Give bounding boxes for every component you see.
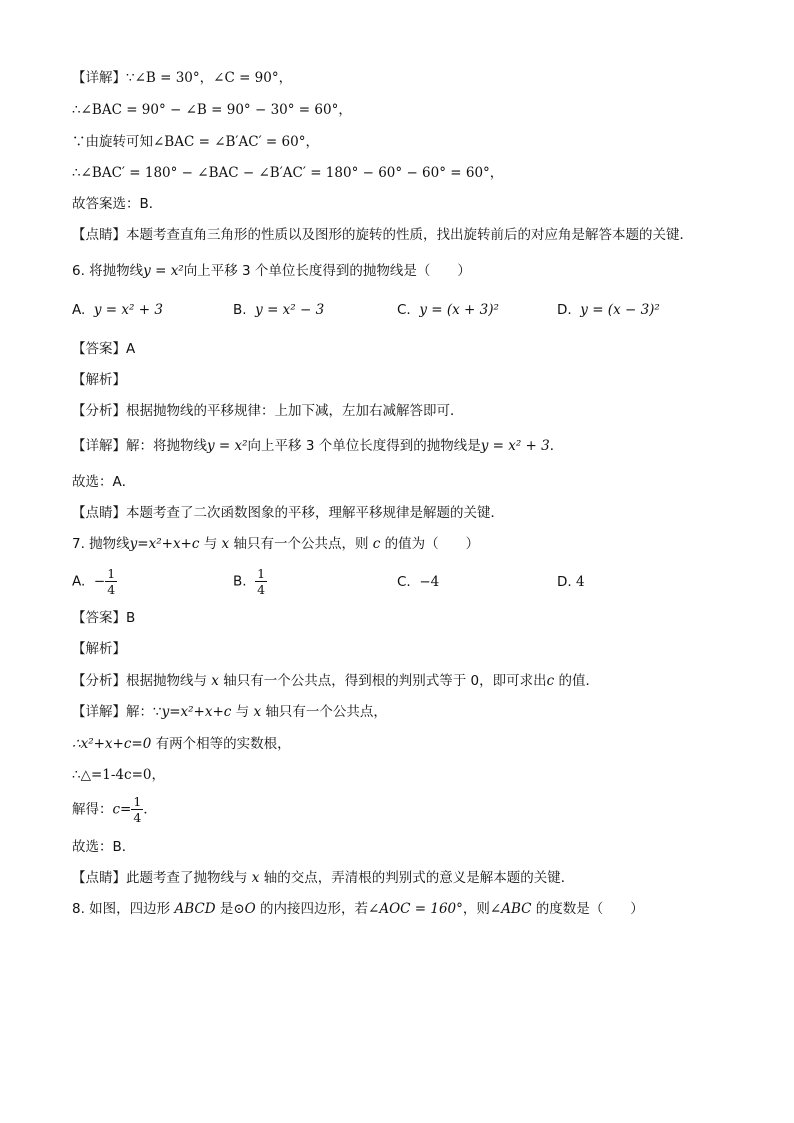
q5-detail-line4 (72, 164, 503, 182)
fraction: $\frac{1}{4}$ (107, 566, 116, 597)
q5-choose: 故答案选：B． (72, 196, 163, 212)
answer-tag: 【答案】 (72, 610, 126, 626)
q6-comment: 【点睛】本题考查了二次函数图象的平移，理解平移规律是解题的关键． (72, 505, 504, 521)
comment-tag: 【点睛】 (72, 870, 126, 886)
q5-detail-line3 (72, 133, 319, 151)
q6-detail: 【详解】解：将抛物线y = x²向上平移 3 个单位长度得到的抛物线是y = x² + 3． (72, 438, 564, 454)
fraction: $\frac{1}{4}$ (133, 794, 142, 825)
q6-analysis-tag: 【解析】 (72, 372, 126, 388)
q7-answer: 【答案】B (72, 610, 136, 626)
q7-line3: ∴△=1-4c=0， (72, 767, 165, 783)
q5-detail-line1 (72, 69, 292, 87)
math-expression: ∴∠BAC = 90° − ∠B = 90° − 30° = 60°， (72, 102, 352, 118)
q7-line4: 解得：c= $\frac{1}{4}$ ． (72, 794, 157, 825)
q6-choose: 故选：A． (72, 474, 136, 490)
q8-stem: 8. 如图，四边形 ABCD 是⊙O 的内接四边形，若∠AOC = 160°，则∠ABC 的度数是（ ） (72, 901, 644, 917)
q7-option-c: C. −4 (397, 574, 440, 590)
q7-analysis-tag: 【解析】 (72, 641, 126, 657)
q7-option-a: A. − $\frac{1}{4}$ (72, 566, 116, 597)
q7-line2: ∴x²+x+c=0 有两个相等的实数根， (72, 736, 291, 752)
q7-option-d: D. 4 (557, 574, 585, 590)
q6-option-d: D. y = (x − 3)² (557, 302, 660, 318)
q7-choose: 故选：B． (72, 839, 136, 855)
fenxi-tag: 【分析】 (72, 403, 126, 419)
answer-tag: 【答案】 (72, 341, 126, 357)
math-expression: ∵∠B = 30°，∠C = 90°， (126, 70, 293, 86)
q5-comment: 【点睛】本题考查直角三角形的性质以及图形的旋转的性质，找出旋转前后的对应角是解答本题的关键． (72, 227, 693, 243)
detail-tag: 【详解】 (72, 70, 126, 86)
q7-detail: 【详解】解：∵y=x²+x+c 与 x 轴只有一个公共点， (72, 704, 387, 720)
detail-tag: 【详解】 (72, 704, 126, 720)
comment-tag: 【点睛】 (72, 227, 126, 243)
q6-answer: 【答案】A (72, 341, 136, 357)
q6-fenxi: 【分析】根据抛物线的平移规律：上加下减，左加右减解答即可． (72, 403, 464, 419)
math-expression: ∵由旋转可知∠BAC = ∠B′AC′ = 60°， (72, 134, 319, 150)
math-expression: ∴∠BAC′ = 180° − ∠BAC − ∠B′AC′ = 180° − 60° − 60° = 60°， (72, 165, 504, 181)
fenxi-tag: 【分析】 (72, 673, 126, 689)
comment-tag: 【点睛】 (72, 505, 126, 521)
q6-option-c: C. y = (x + 3)² (397, 302, 499, 318)
detail-tag: 【详解】 (72, 438, 126, 454)
math-expression: y = x² (143, 263, 184, 279)
fraction: $\frac{1}{4}$ (257, 566, 266, 597)
q7-comment: 【点睛】此题考查了抛物线与 x 轴的交点，弄清根的判别式的意义是解本题的关键． (72, 870, 575, 886)
q7-fenxi: 【分析】根据抛物线与 x 轴只有一个公共点，得到根的判别式等于 0，即可求出c 的值． (72, 673, 599, 689)
q6-option-b: B. y = x² − 3 (233, 302, 325, 318)
q6-option-a: A. y = x² + 3 (72, 302, 163, 318)
q5-detail-line2 (72, 101, 352, 119)
q7-option-b: B. $\frac{1}{4}$ (233, 566, 266, 597)
q6-stem: 6. 将抛物线y = x²向上平移 3 个单位长度得到的抛物线是（ ） (72, 263, 471, 279)
q7-stem: 7. 抛物线y=x²+x+c 与 x 轴只有一个公共点，则 c 的值为（ ） (72, 536, 480, 552)
